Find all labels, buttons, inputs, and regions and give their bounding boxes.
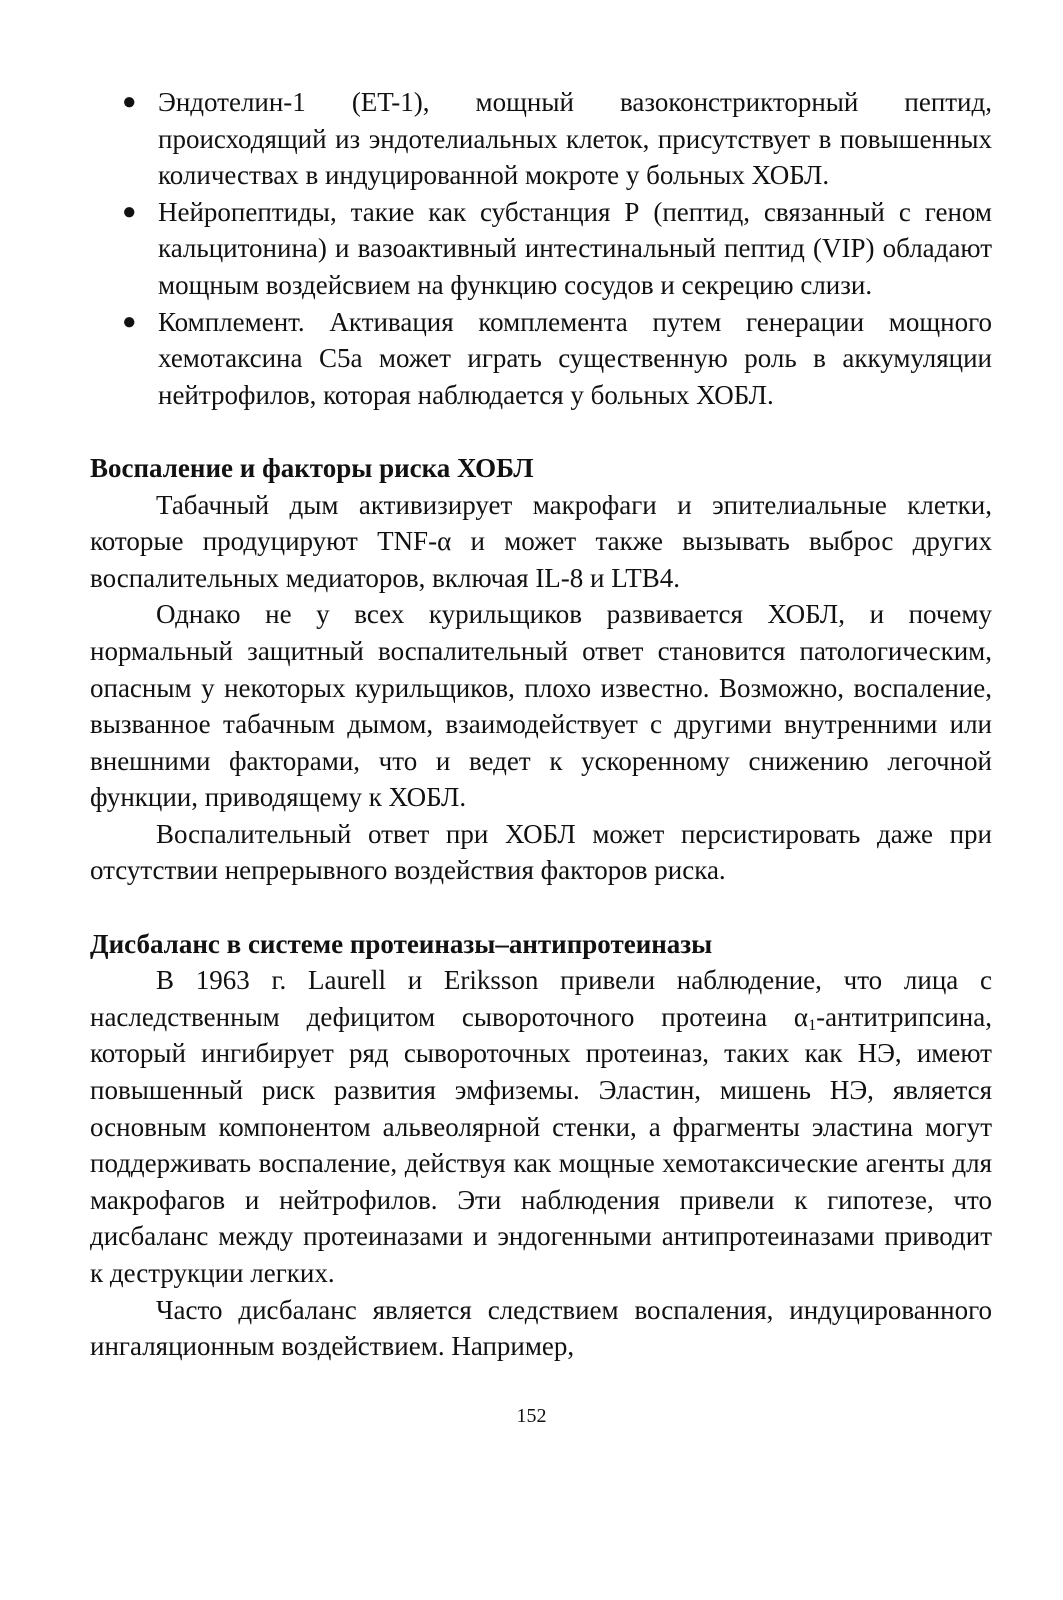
section-spacer [90,413,992,450]
paragraph: Табачный дым активизирует макрофаги и эпителиальные клетки, которые продуцируют TNF-α и может также вызывать выброс других воспалительных медиаторов, включая IL-8 и LTB4. [90,489,992,593]
section-spacer [90,889,992,926]
list-item [90,304,992,414]
paragraph-text: -антитрипсина, который ингибирует ряд сывороточных протеиназ, таких как НЭ, имеют повышенный риск развития эмфиземы. Эластин, мишень НЭ, является основным компонентом альвеолярной стенки, а фрагменты эластина могут поддерживать воспаление, действуя как мощные хемотаксические агенты для макрофагов и нейтрофилов. Эти наблюдения привели к гипотезе, что дисбаланс между протеиназами и эндогенными антипротеиназами приводит к деструкции легких. [90,1001,992,1288]
page-number: 152 [516,1405,547,1427]
paragraph: Воспалительный ответ при ХОБЛ может персистировать даже при отсутствии непрерывного воздействия факторов риска. [90,818,992,886]
section-heading-inflammation: Воспаление и факторы риска ХОБЛ [90,452,534,483]
paragraph: Часто дисбаланс является следствием воспаления, индуцированного ингаляционным воздействием. Например, [90,1294,992,1362]
list-item [90,194,992,304]
list-item-text: Эндотелин-1 (ET-1), мощный вазоконстрикторный пептид, происходящий из эндотелиальных клеток, присутствует в повышенных количествах в индуцированной мокроте у больных ХОБЛ. [158,87,992,191]
list-item-text: Нейропептиды, такие как субстанция Р (пептид, связанный с геном кальцитонина) и вазоактивный интестинальный пептид (VIP) обладают мощным воздейсвием на функцию сосудов и секрецию слизи. [158,196,992,300]
list-item [90,84,992,194]
page-body [90,84,992,1365]
mediator-list [90,84,992,413]
bullet-icon: ● [122,198,137,225]
bullet-icon: ● [122,308,137,335]
alpha-subscript: 1 [808,1015,817,1034]
bullet-icon: ● [122,89,137,115]
paragraph [90,962,992,1291]
paragraph-text: В 1963 г. Laurell и Eriksson привели наблюдение, что лица с наследственным дефицитом сывороточного протеина α [90,965,992,1032]
section-heading-imbalance: Дисбаланс в системе протеиназы–антипротеиназы [90,928,713,959]
list-item-text: Комплемент. Активация комплемента путем генерации мощного хемотаксина С5а может играть существенную роль в аккумуляции нейтрофилов, которая наблюдается у больных ХОБЛ. [158,306,992,410]
paragraph: Однако не у всех курильщиков развивается ХОБЛ, и почему нормальный защитный воспалительный ответ становится патологическим, опасным у некоторых курильщиков, плохо известно. Возможно, воспаление, вызванное табачным дымом, взаимодействует с другими внутренними или внешними факторами, что и ведет к ускоренному снижению легочной функции, приводящему к ХОБЛ. [90,599,992,813]
